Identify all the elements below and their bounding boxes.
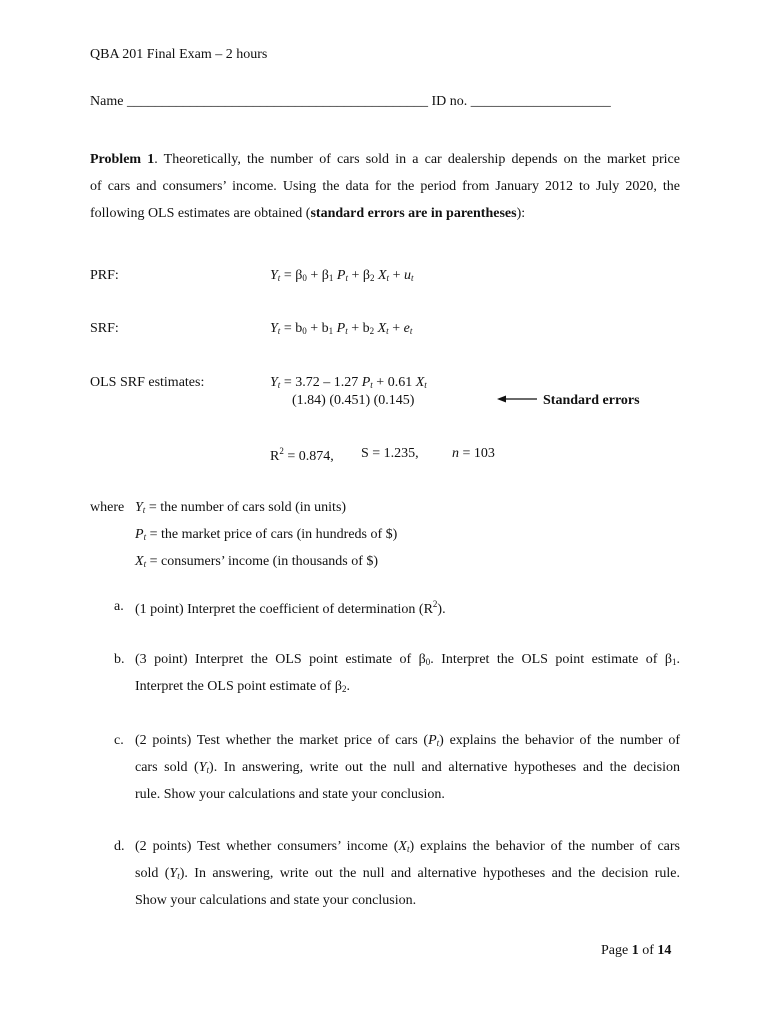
question-a-letter: a. bbox=[114, 599, 124, 614]
n-value: n = 103 bbox=[452, 446, 495, 461]
p-definition: $P_t$ = the market price of cars (in hundreds of $) bbox=[135, 527, 398, 542]
problem-intro-line-1: Problem 1. Theoretically, the number of cars sold in a car dealership depends on the market price bbox=[90, 152, 680, 167]
question-c-line-3: rule. Show your calculations and state your conclusion. bbox=[135, 787, 445, 802]
question-d-letter: d. bbox=[114, 839, 125, 854]
r-squared: $R^2 = 0.874$, bbox=[270, 446, 334, 464]
question-a-text: (1 point) Interpret the coefficient of determination $(R^2)$. bbox=[135, 599, 446, 617]
question-b-line-2: Interpret the OLS point estimate of $\beta_2$. bbox=[135, 679, 350, 694]
prf-equation: $Y_t = \beta_0 + \beta_1$ $P_t + \beta_2$ $X_t + u_t$ bbox=[270, 268, 414, 283]
name-blank[interactable]: ___________________________________________ bbox=[126, 94, 428, 109]
question-b-line-1: (3 point) Interpret the OLS point estimate of $\beta_0$. Interpret the OLS point estimate of $\beta_1$. bbox=[135, 652, 680, 667]
ols-equation: $Y_t = 3.72 - 1.27$ $P_t + 0.61$ $X_t$ bbox=[270, 375, 427, 390]
question-c-letter: c. bbox=[114, 733, 124, 748]
y-definition: $Y_t$ = the number of cars sold (in units) bbox=[135, 500, 347, 515]
exam-title: QBA 201 Final Exam – 2 hours bbox=[90, 47, 268, 62]
question-c-line-1: (2 points) Test whether the market price of cars $(P_t)$ explains the behavior of the number of bbox=[135, 733, 680, 748]
srf-equation: $Y_t = b_0 + b_1$ $P_t + b_2$ $X_t + e_t$ bbox=[270, 321, 413, 336]
srf-label: SRF: bbox=[90, 321, 119, 336]
question-c-line-2: cars sold $(Y_t)$. In answering, write out the null and alternative hypotheses and the decision bbox=[135, 760, 680, 775]
ols-label: OLS SRF estimates: bbox=[90, 375, 205, 390]
problem-intro-line-2: of cars and consumers’ income. Using the data for the period from January 2012 to July 2020, the bbox=[90, 179, 680, 194]
where-label: where bbox=[90, 500, 125, 515]
prf-label: PRF: bbox=[90, 268, 119, 283]
x-definition: $X_t$ = consumers’ income (in thousands of $) bbox=[135, 554, 379, 569]
problem-intro-line-3: following OLS estimates are obtained (standard errors are in parentheses): bbox=[90, 206, 526, 221]
question-d-line-1: (2 points) Test whether consumers’ income $(X_t)$ explains the behavior of the number of cars bbox=[135, 839, 680, 854]
problem-heading: Problem 1 bbox=[90, 152, 155, 167]
name-label: Name bbox=[90, 94, 124, 109]
id-blank[interactable]: ____________________ bbox=[470, 94, 611, 109]
s-value: S = 1.235, bbox=[361, 446, 419, 461]
id-label: ID no. bbox=[431, 94, 468, 109]
left-arrow-icon bbox=[497, 393, 537, 405]
page-number: Page 1 of 14 bbox=[601, 943, 672, 958]
question-b-letter: b. bbox=[114, 652, 125, 667]
standard-errors-values: (1.84) (0.451) (0.145) bbox=[292, 393, 415, 408]
standard-errors-label: Standard errors bbox=[543, 393, 640, 408]
name-line bbox=[90, 94, 611, 111]
question-d-line-3: Show your calculations and state your conclusion. bbox=[135, 893, 417, 908]
question-d-line-2: sold $(Y_t)$. In answering, write out the null and alternative hypotheses and the decision rule. bbox=[135, 866, 680, 881]
